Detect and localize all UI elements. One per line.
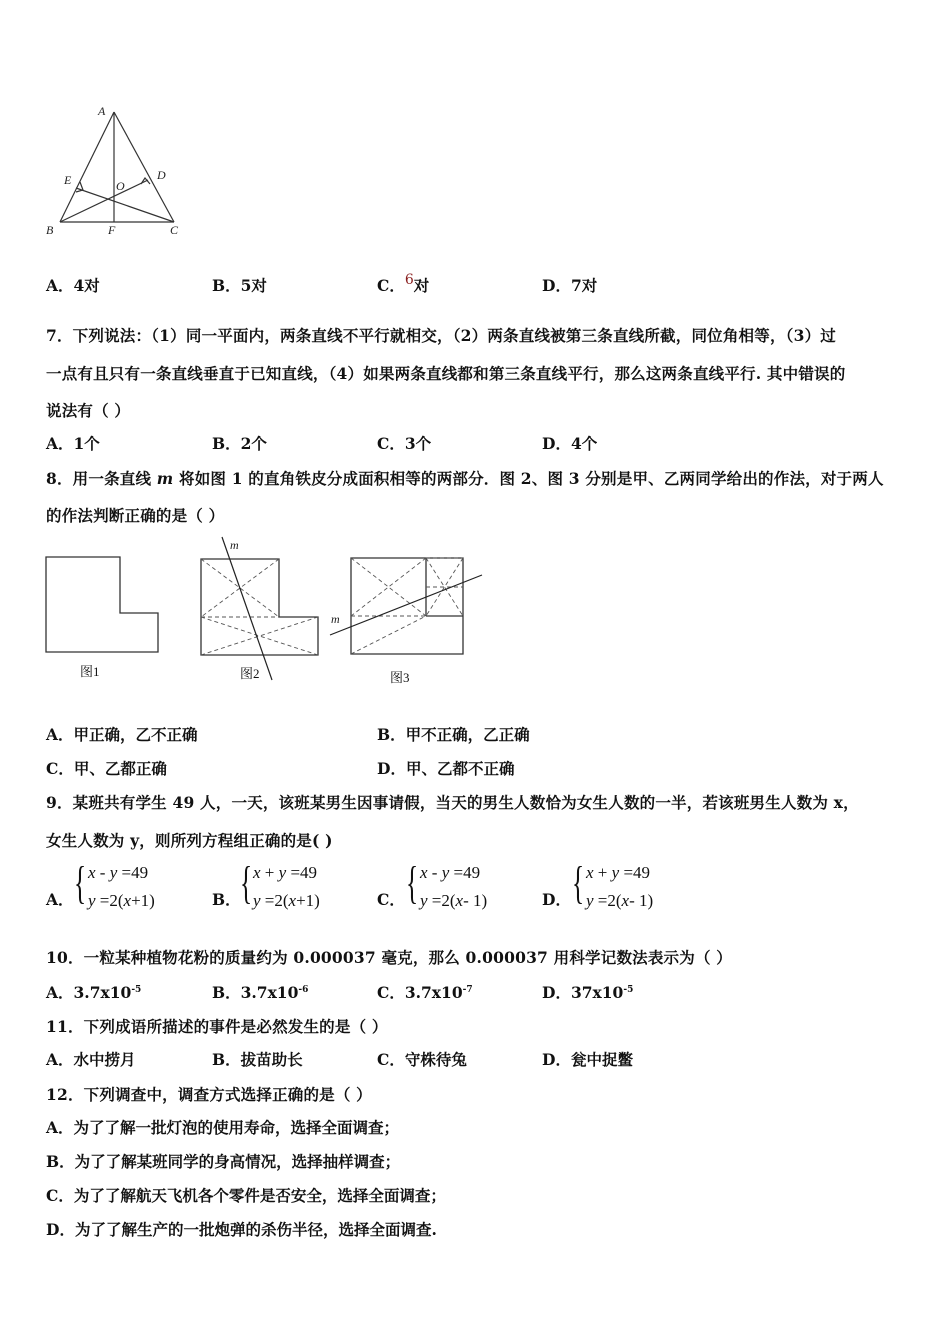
q10-option-d: D．$37x10^{-5}$ <box>542 983 634 1002</box>
q9-option-c-eq2: y =2(x- 1) <box>420 891 488 910</box>
figure-2-caption: 图2 <box>240 666 260 681</box>
q9-option-c-brace: { <box>406 857 419 908</box>
q11-option-a: A．水中捞月 <box>46 1050 136 1069</box>
q7-line-1: 7．下列说法：（1）同一平面内，两条直线不平行就相交，（2）两条直线被第三条直线所截，同位角相等，（3）过 <box>46 326 836 345</box>
q8-line-1 <box>46 467 884 489</box>
q6-option-b: B．5对 <box>212 276 267 295</box>
q9-option-b-label: B． <box>212 890 241 909</box>
q9-option-c-label: C． <box>377 890 405 909</box>
triangle-figure <box>40 100 200 240</box>
figure-3-m: m <box>331 612 340 626</box>
label-O: O <box>116 179 125 193</box>
q7-option-b: B．2个 <box>212 434 267 453</box>
q6-option-a: A．4对 <box>46 276 100 295</box>
q9-option-a-eq1: x - y =49 <box>88 863 149 882</box>
label-D: D <box>157 168 166 182</box>
q8-option-b: B．甲不正确，乙正确 <box>377 725 530 744</box>
q6-option-c-label: C． <box>377 276 405 295</box>
q11-option-c: C．守株待兔 <box>377 1050 467 1069</box>
q9-option-b-brace: { <box>240 857 253 908</box>
q10-option-c: C．$3.7x10^{-7}$ <box>377 983 473 1002</box>
q8-m: m <box>156 469 174 488</box>
q9-option-b-eq2: y =2(x+1) <box>253 891 320 910</box>
label-B: B <box>46 223 54 237</box>
q6-option-c-num: 6 <box>404 272 414 288</box>
label-F: F <box>108 223 116 237</box>
q8-option-c: C．甲、乙都正确 <box>46 759 167 778</box>
q10-option-b: B．$3.7x10^{-6}$ <box>212 983 309 1002</box>
q11-option-b: B．拔苗助长 <box>212 1050 303 1069</box>
q9-option-d-eq2: y =2(x- 1) <box>586 891 654 910</box>
q12-option-c: C．为了了解航天飞机各个零件是否安全，选择全面调查； <box>46 1186 446 1205</box>
q7-option-a: A．1个 <box>46 434 100 453</box>
q9-option-c-eq1: x - y =49 <box>420 863 481 882</box>
figure-1-caption: 图1 <box>80 664 100 679</box>
label-A: A <box>98 104 106 118</box>
q10-option-a: A．$3.7x10^{-5}$ <box>46 983 142 1002</box>
q9-option-d-label: D． <box>542 890 571 909</box>
q8-line-1a: 8．用一条直线 <box>46 469 152 488</box>
q8-line-2: 的作法判断正确的是（ ） <box>46 506 225 525</box>
q9-line-2: 女生人数为 y，则所列方程组正确的是( ) <box>46 831 333 850</box>
q8-option-a: A．甲正确，乙不正确 <box>46 725 198 744</box>
q12-option-d: D．为了了解生产的一批炮弹的杀伤半径，选择全面调查. <box>46 1220 437 1239</box>
q9-option-a-eq2: y =2(x+1) <box>88 891 155 910</box>
q6-option-c-unit: 对 <box>413 276 430 295</box>
figure-3 <box>325 555 485 665</box>
figure-1 <box>45 555 165 685</box>
q11-line: 11．下列成语所描述的事件是必然发生的是（ ） <box>46 1017 388 1036</box>
figure-2-m: m <box>230 538 239 552</box>
q7-option-d: D．4个 <box>542 434 598 453</box>
q9-option-b-eq1: x + y =49 <box>253 863 318 882</box>
figure-3-caption: 图3 <box>390 670 410 685</box>
q7-line-2: 一点有且只有一条直线垂直于已知直线，（4）如果两条直线都和第三条直线平行，那么这两条直线平行. 其中错误的 <box>46 364 846 383</box>
q7-option-c: C．3个 <box>377 434 432 453</box>
label-E: E <box>64 173 72 187</box>
q6-option-c <box>377 274 429 296</box>
q9-option-a-brace: { <box>74 857 87 908</box>
q8-option-d: D．甲、乙都不正确 <box>377 759 515 778</box>
q6-option-d: D．7对 <box>542 276 598 295</box>
figure-2 <box>200 535 330 685</box>
q9-option-d-brace: { <box>572 857 585 908</box>
q9-option-d-eq1: x + y =49 <box>586 863 651 882</box>
q8-line-1b: 将如图 1 的直角铁皮分成面积相等的两部分．图 2、图 3 分别是甲、乙两同学给出的作法，对于两人 <box>179 469 884 488</box>
q12-option-b: B．为了了解某班同学的身高情况，选择抽样调查； <box>46 1152 401 1171</box>
q11-option-d: D．瓮中捉鳖 <box>542 1050 633 1069</box>
q7-line-3: 说法有（ ） <box>46 401 131 420</box>
q12-line: 12．下列调查中，调查方式选择正确的是（ ） <box>46 1085 372 1104</box>
q9-line-1: 9．某班共有学生 49 人，一天，该班某男生因事请假，当天的男生人数恰为女生人数的一半，若该班男生人数为 x， <box>46 793 859 812</box>
q12-option-a: A．为了了解一批灯泡的使用寿命，选择全面调查； <box>46 1118 400 1137</box>
q10-line: 10．一粒某种植物花粉的质量约为 0.000037 毫克，那么 0.000037 用科学记数法表示为（ ） <box>46 948 732 967</box>
label-C: C <box>170 223 179 237</box>
q9-option-a-label: A． <box>46 890 74 909</box>
